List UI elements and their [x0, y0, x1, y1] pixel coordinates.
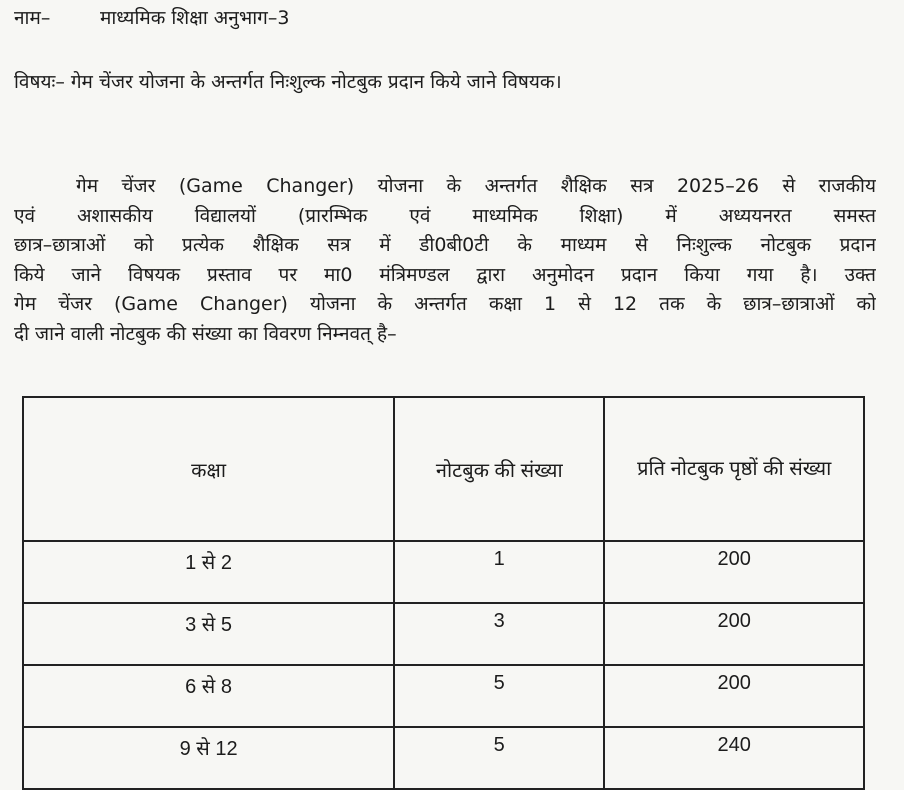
cell-pages: 200: [604, 541, 864, 603]
header-notebook-count: नोटबुक की संख्या: [394, 397, 604, 541]
name-label: नाम–: [14, 7, 51, 29]
cell-pages: 200: [604, 603, 864, 665]
table-row: [23, 541, 864, 603]
department-name: माध्यमिक शिक्षा अनुभाग–3: [100, 7, 290, 29]
table-row: [23, 727, 864, 789]
cell-pages: 200: [604, 665, 864, 727]
table-header-row: [23, 397, 864, 541]
paragraph-line: गेम चेंजर (Game Changer) योजना के अन्तर्गत शैक्षिक सत्र 2025–26 से राजकीय: [76, 175, 876, 197]
body-paragraph: [14, 172, 876, 349]
paragraph-line: एवं अशासकीय विद्यालयों (प्रारम्भिक एवं माध्यमिक शिक्षा) में अध्ययनरत समस्त: [14, 204, 876, 227]
subject-line: विषयः– गेम चेंजर योजना के अन्तर्गत निःशुल्क नोटबुक प्रदान किये जाने विषयक।: [14, 71, 562, 93]
header-class: कक्षा: [23, 397, 394, 541]
cell-notebook-count: 1: [394, 541, 604, 603]
cell-class: 3 से 5: [23, 603, 394, 665]
cell-notebook-count: 5: [394, 727, 604, 789]
paragraph-line: गेम चेंजर (Game Changer) योजना के अन्तर्गत कक्षा 1 से 12 तक के छात्र–छात्राओं को: [14, 293, 876, 315]
cell-class: 6 से 8: [23, 665, 394, 727]
cell-notebook-count: 3: [394, 603, 604, 665]
header-pages-per-notebook: प्रति नोटबुक पृष्ठों की संख्या: [604, 397, 864, 541]
paragraph-line: किये जाने विषयक प्रस्ताव पर मा0 मंत्रिमण्डल द्वारा अनुमोदन प्रदान किया गया है। उक्त: [14, 263, 876, 286]
paragraph-line: दी जाने वाली नोटबुक की संख्या का विवरण निम्नवत् है–: [14, 322, 397, 345]
notebook-table: [22, 396, 865, 790]
table-row: [23, 603, 864, 665]
cell-class: 9 से 12: [23, 727, 394, 789]
cell-pages: 240: [604, 727, 864, 789]
cell-class: 1 से 2: [23, 541, 394, 603]
table-row: [23, 665, 864, 727]
paragraph-line: छात्र–छात्राओं को प्रत्येक शैक्षिक सत्र में डी0बी0टी के माध्यम से निःशुल्क नोटबुक प्रदान: [14, 234, 876, 256]
cell-notebook-count: 5: [394, 665, 604, 727]
